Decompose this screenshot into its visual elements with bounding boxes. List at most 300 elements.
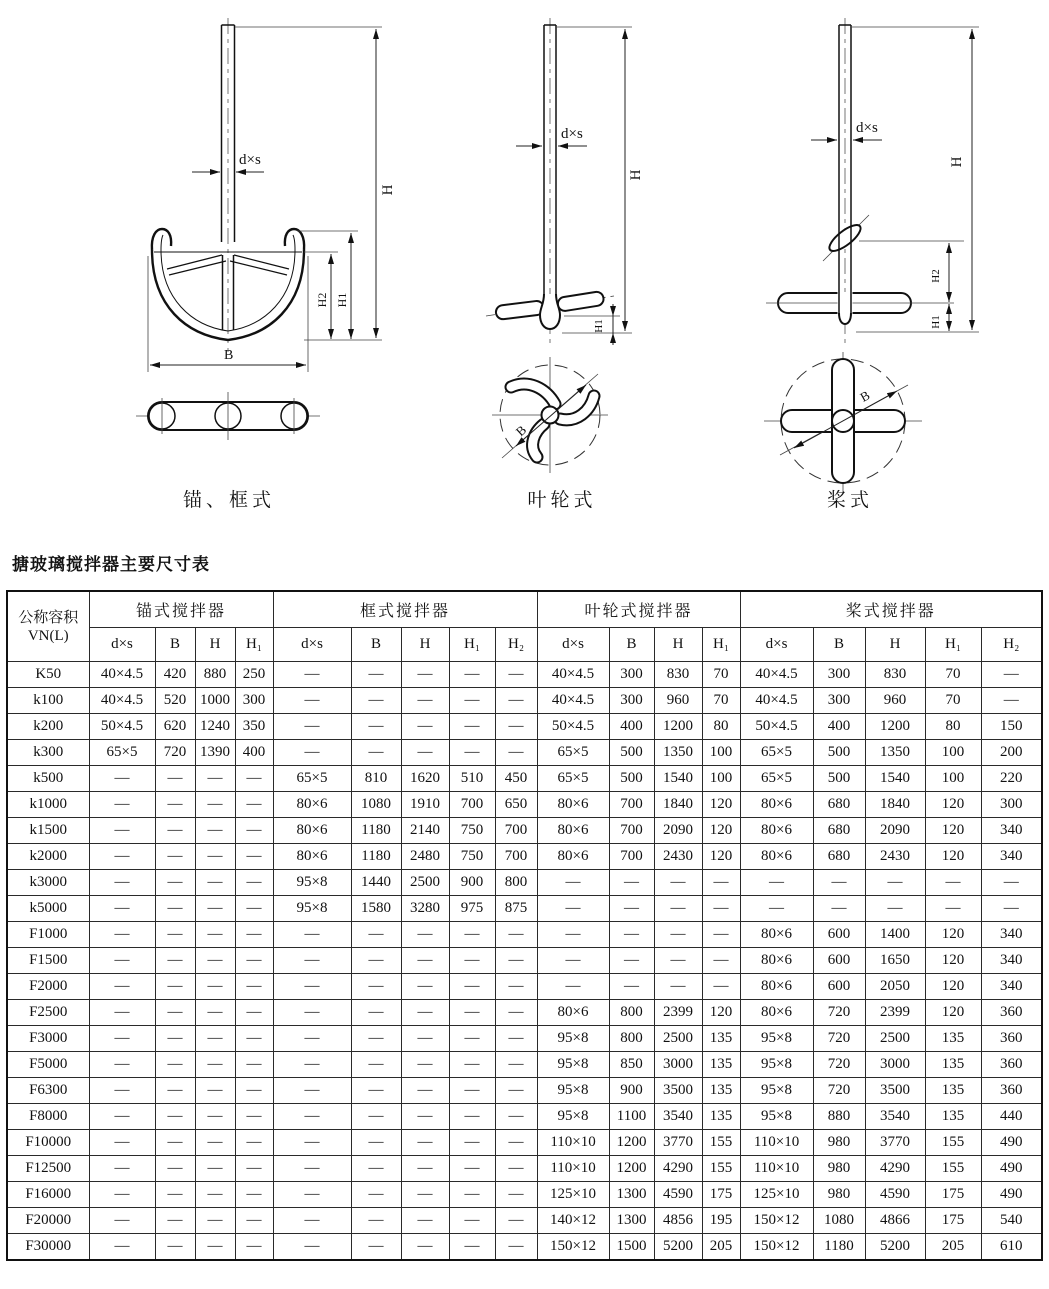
table-cell: 4290 bbox=[865, 1156, 925, 1182]
table-cell: — bbox=[925, 870, 981, 896]
table-cell: 135 bbox=[702, 1104, 740, 1130]
table-cell: — bbox=[654, 870, 702, 896]
table-cell: 880 bbox=[195, 662, 235, 688]
table-cell: — bbox=[235, 1130, 273, 1156]
table-cell: 510 bbox=[449, 766, 495, 792]
table-cell: — bbox=[89, 922, 155, 948]
table-cell: — bbox=[654, 948, 702, 974]
table-cell: — bbox=[495, 714, 537, 740]
table-cell: — bbox=[449, 1182, 495, 1208]
table-cell: 300 bbox=[813, 662, 865, 688]
b-label: B bbox=[224, 348, 234, 363]
column-header: H bbox=[195, 628, 235, 662]
table-cell: 700 bbox=[495, 844, 537, 870]
column-header: H₁ bbox=[449, 628, 495, 662]
table-cell: — bbox=[609, 974, 654, 1000]
table-cell: — bbox=[495, 1026, 537, 1052]
table-cell: 65×5 bbox=[273, 766, 351, 792]
table-cell: 1080 bbox=[351, 792, 401, 818]
table-cell: — bbox=[195, 1104, 235, 1130]
table-cell: 1200 bbox=[654, 714, 702, 740]
table-cell: — bbox=[273, 1234, 351, 1261]
table-cell: — bbox=[449, 1026, 495, 1052]
table-cell: 175 bbox=[702, 1182, 740, 1208]
table-cell: 650 bbox=[495, 792, 537, 818]
table-cell: 4290 bbox=[654, 1156, 702, 1182]
corner-line1: 公称容积 bbox=[18, 609, 79, 626]
table-cell: — bbox=[195, 896, 235, 922]
table-cell: — bbox=[235, 1078, 273, 1104]
table-cell: — bbox=[401, 1078, 449, 1104]
table-cell: 1180 bbox=[351, 818, 401, 844]
table-cell: 80×6 bbox=[740, 818, 813, 844]
table-cell: — bbox=[351, 1208, 401, 1234]
table-cell: 1650 bbox=[865, 948, 925, 974]
column-header: d×s bbox=[89, 628, 155, 662]
table-cell: 600 bbox=[813, 974, 865, 1000]
table-cell: — bbox=[449, 922, 495, 948]
table-cell: 420 bbox=[155, 662, 195, 688]
table-cell: 5200 bbox=[654, 1234, 702, 1261]
table-cell: — bbox=[195, 1156, 235, 1182]
table-title: 搪玻璃搅拌器主要尺寸表 bbox=[12, 555, 210, 574]
table-cell: — bbox=[654, 896, 702, 922]
table-row bbox=[7, 792, 1042, 818]
table-cell: — bbox=[449, 1000, 495, 1026]
dxs-label: d×s bbox=[561, 126, 583, 142]
table-cell: 1840 bbox=[865, 792, 925, 818]
table-cell: — bbox=[654, 974, 702, 1000]
table-cell: 360 bbox=[981, 1052, 1042, 1078]
table-cell: 110×10 bbox=[740, 1130, 813, 1156]
table-cell: — bbox=[449, 1208, 495, 1234]
table-cell: — bbox=[351, 1000, 401, 1026]
table-cell: 720 bbox=[813, 1052, 865, 1078]
row-label: F1000 bbox=[7, 922, 89, 948]
h1-dimension bbox=[297, 231, 358, 339]
table-cell: — bbox=[401, 1208, 449, 1234]
table-cell: — bbox=[155, 1208, 195, 1234]
table-cell: — bbox=[273, 1182, 351, 1208]
table-cell: 95×8 bbox=[273, 896, 351, 922]
table-cell: 810 bbox=[351, 766, 401, 792]
table-cell: — bbox=[155, 818, 195, 844]
table-cell: 600 bbox=[813, 948, 865, 974]
table-cell: — bbox=[155, 1078, 195, 1104]
table-cell: — bbox=[195, 1182, 235, 1208]
h-dimension bbox=[851, 27, 979, 332]
table-cell: — bbox=[235, 1234, 273, 1261]
impeller-top-view bbox=[492, 357, 608, 473]
table-cell: — bbox=[351, 1182, 401, 1208]
table-cell: — bbox=[495, 1156, 537, 1182]
table-cell: — bbox=[89, 1104, 155, 1130]
table-cell: 2480 bbox=[401, 844, 449, 870]
corner-header bbox=[7, 591, 89, 662]
table-cell: — bbox=[155, 1182, 195, 1208]
table-cell: 900 bbox=[609, 1078, 654, 1104]
table-cell: 50×4.5 bbox=[89, 714, 155, 740]
table-cell: 700 bbox=[449, 792, 495, 818]
table-cell: — bbox=[401, 1104, 449, 1130]
table-cell: — bbox=[654, 922, 702, 948]
column-header: H bbox=[865, 628, 925, 662]
table-cell: — bbox=[865, 896, 925, 922]
column-header: H₁ bbox=[702, 628, 740, 662]
table-cell: 150×12 bbox=[537, 1234, 609, 1261]
table-cell: 1350 bbox=[865, 740, 925, 766]
table-cell: 100 bbox=[925, 766, 981, 792]
table-cell: 1100 bbox=[609, 1104, 654, 1130]
table-cell: — bbox=[273, 1000, 351, 1026]
table-cell: — bbox=[813, 870, 865, 896]
shaft bbox=[222, 18, 235, 352]
table-cell: — bbox=[273, 1052, 351, 1078]
table-cell: 4856 bbox=[654, 1208, 702, 1234]
column-header: H₂ bbox=[981, 628, 1042, 662]
column-header: H bbox=[654, 628, 702, 662]
paddle-top-view bbox=[764, 352, 922, 492]
row-label: F16000 bbox=[7, 1182, 89, 1208]
table-cell: 300 bbox=[813, 688, 865, 714]
table-cell: 2500 bbox=[865, 1026, 925, 1052]
table-cell: — bbox=[401, 948, 449, 974]
row-label: F20000 bbox=[7, 1208, 89, 1234]
table-cell: — bbox=[981, 688, 1042, 714]
table-cell: — bbox=[155, 766, 195, 792]
table-cell: — bbox=[155, 974, 195, 1000]
dimensions-table-wrap bbox=[6, 590, 1043, 1261]
table-cell: — bbox=[537, 974, 609, 1000]
table-cell: 340 bbox=[981, 844, 1042, 870]
table-cell: 40×4.5 bbox=[537, 662, 609, 688]
table-cell: — bbox=[537, 870, 609, 896]
table-cell: — bbox=[155, 844, 195, 870]
table-cell: — bbox=[449, 1052, 495, 1078]
table-cell: 680 bbox=[813, 844, 865, 870]
h2-label: H2 bbox=[930, 269, 942, 283]
table-cell: — bbox=[155, 922, 195, 948]
table-cell: — bbox=[351, 922, 401, 948]
table-cell: — bbox=[273, 1104, 351, 1130]
table-cell: 880 bbox=[813, 1104, 865, 1130]
table-cell: 350 bbox=[235, 714, 273, 740]
table-cell: — bbox=[351, 1104, 401, 1130]
table-cell: 300 bbox=[609, 688, 654, 714]
table-cell: 1000 bbox=[195, 688, 235, 714]
table-cell: 95×8 bbox=[273, 870, 351, 896]
table-cell: 3540 bbox=[654, 1104, 702, 1130]
table-cell: — bbox=[235, 844, 273, 870]
table-cell: 195 bbox=[702, 1208, 740, 1234]
table-row bbox=[7, 714, 1042, 740]
table-cell: 40×4.5 bbox=[537, 688, 609, 714]
table-cell: 1540 bbox=[654, 766, 702, 792]
table-cell: — bbox=[89, 1156, 155, 1182]
table-cell: — bbox=[537, 896, 609, 922]
table-row bbox=[7, 1026, 1042, 1052]
table-cell: 980 bbox=[813, 1130, 865, 1156]
table-cell: — bbox=[813, 896, 865, 922]
impeller-diagram bbox=[440, 0, 710, 520]
table-row bbox=[7, 870, 1042, 896]
table-cell: 205 bbox=[702, 1234, 740, 1261]
row-label: k3000 bbox=[7, 870, 89, 896]
table-cell: 80 bbox=[925, 714, 981, 740]
table-row bbox=[7, 948, 1042, 974]
row-label: F30000 bbox=[7, 1234, 89, 1261]
table-cell: 700 bbox=[609, 792, 654, 818]
table-cell: 95×8 bbox=[537, 1052, 609, 1078]
table-cell: 3500 bbox=[654, 1078, 702, 1104]
table-cell: 65×5 bbox=[89, 740, 155, 766]
table-cell: — bbox=[351, 714, 401, 740]
table-cell: 135 bbox=[702, 1026, 740, 1052]
table-cell: 875 bbox=[495, 896, 537, 922]
table-cell: 800 bbox=[609, 1000, 654, 1026]
table-row bbox=[7, 766, 1042, 792]
table-cell: 980 bbox=[813, 1156, 865, 1182]
table-cell: 40×4.5 bbox=[740, 688, 813, 714]
table-cell: 120 bbox=[925, 1000, 981, 1026]
table-cell: — bbox=[155, 1052, 195, 1078]
table-cell: — bbox=[925, 896, 981, 922]
table-row bbox=[7, 662, 1042, 688]
table-cell: — bbox=[401, 1182, 449, 1208]
table-cell: 120 bbox=[925, 844, 981, 870]
table-cell: — bbox=[235, 818, 273, 844]
dxs-label: d×s bbox=[856, 120, 878, 136]
row-label: k100 bbox=[7, 688, 89, 714]
table-cell: 900 bbox=[449, 870, 495, 896]
table-cell: — bbox=[235, 1000, 273, 1026]
table-cell: — bbox=[235, 1026, 273, 1052]
table-cell: — bbox=[351, 1234, 401, 1261]
table-cell: 1620 bbox=[401, 766, 449, 792]
table-cell: — bbox=[401, 662, 449, 688]
table-cell: — bbox=[235, 870, 273, 896]
table-cell: — bbox=[195, 1234, 235, 1261]
table-cell: 1200 bbox=[865, 714, 925, 740]
table-cell: 340 bbox=[981, 922, 1042, 948]
table-cell: — bbox=[195, 1208, 235, 1234]
table-cell: 220 bbox=[981, 766, 1042, 792]
table-cell: 40×4.5 bbox=[89, 662, 155, 688]
table-cell: — bbox=[702, 948, 740, 974]
table-cell: 1350 bbox=[654, 740, 702, 766]
table-cell: 800 bbox=[609, 1026, 654, 1052]
row-label: K50 bbox=[7, 662, 89, 688]
table-cell: — bbox=[702, 922, 740, 948]
table-cell: — bbox=[351, 662, 401, 688]
column-header: B bbox=[155, 628, 195, 662]
table-cell: — bbox=[609, 896, 654, 922]
table-cell: 205 bbox=[925, 1234, 981, 1261]
table-cell: 1400 bbox=[865, 922, 925, 948]
row-label: F12500 bbox=[7, 1156, 89, 1182]
row-label: F2000 bbox=[7, 974, 89, 1000]
table-cell: 65×5 bbox=[740, 766, 813, 792]
row-label: k200 bbox=[7, 714, 89, 740]
table-row bbox=[7, 688, 1042, 714]
table-cell: 70 bbox=[925, 688, 981, 714]
row-label: k1500 bbox=[7, 818, 89, 844]
table-cell: 1200 bbox=[609, 1156, 654, 1182]
table-cell: — bbox=[235, 974, 273, 1000]
table-cell: — bbox=[401, 740, 449, 766]
table-cell: — bbox=[495, 1078, 537, 1104]
table-cell: — bbox=[495, 1234, 537, 1261]
table-cell: 4866 bbox=[865, 1208, 925, 1234]
table-cell: 500 bbox=[609, 766, 654, 792]
table-cell: 340 bbox=[981, 818, 1042, 844]
table-cell: 80×6 bbox=[537, 1000, 609, 1026]
table-cell: — bbox=[495, 1130, 537, 1156]
table-cell: 1910 bbox=[401, 792, 449, 818]
table-cell: — bbox=[609, 948, 654, 974]
table-cell: 700 bbox=[495, 818, 537, 844]
table-cell: 120 bbox=[702, 818, 740, 844]
paddle-caption: 桨式 bbox=[826, 490, 874, 511]
table-cell: — bbox=[89, 870, 155, 896]
table-cell: 2090 bbox=[865, 818, 925, 844]
table-cell: 720 bbox=[155, 740, 195, 766]
table-cell: 360 bbox=[981, 1078, 1042, 1104]
table-cell: 4590 bbox=[654, 1182, 702, 1208]
table-cell: — bbox=[273, 1156, 351, 1182]
table-cell: 1240 bbox=[195, 714, 235, 740]
table-row bbox=[7, 896, 1042, 922]
table-cell: 110×10 bbox=[537, 1130, 609, 1156]
table-cell: — bbox=[449, 974, 495, 1000]
table-cell: — bbox=[89, 1182, 155, 1208]
table-row bbox=[7, 1078, 1042, 1104]
table-cell: — bbox=[195, 1026, 235, 1052]
table-cell: 80×6 bbox=[537, 792, 609, 818]
row-label: k2000 bbox=[7, 844, 89, 870]
table-cell: 80×6 bbox=[740, 922, 813, 948]
table-cell: — bbox=[89, 766, 155, 792]
table-cell: 2430 bbox=[654, 844, 702, 870]
h1-dimension bbox=[930, 304, 949, 331]
table-cell: 680 bbox=[813, 792, 865, 818]
b-label: B bbox=[857, 387, 873, 405]
table-cell: — bbox=[89, 974, 155, 1000]
table-cell: 620 bbox=[155, 714, 195, 740]
table-cell: — bbox=[155, 1234, 195, 1261]
table-cell: 80×6 bbox=[273, 818, 351, 844]
table-cell: — bbox=[449, 1078, 495, 1104]
table-cell: — bbox=[351, 974, 401, 1000]
table-cell: — bbox=[235, 896, 273, 922]
table-cell: — bbox=[89, 1130, 155, 1156]
table-cell: — bbox=[351, 1026, 401, 1052]
table-cell: 95×8 bbox=[537, 1026, 609, 1052]
table-cell: — bbox=[89, 792, 155, 818]
table-cell: — bbox=[155, 1104, 195, 1130]
table-cell: 4590 bbox=[865, 1182, 925, 1208]
column-header: d×s bbox=[273, 628, 351, 662]
table-cell: 1180 bbox=[813, 1234, 865, 1261]
table-cell: 1080 bbox=[813, 1208, 865, 1234]
h2-dimension bbox=[304, 252, 338, 339]
column-header: B bbox=[813, 628, 865, 662]
table-cell: — bbox=[449, 662, 495, 688]
table-cell: 100 bbox=[925, 740, 981, 766]
column-header: B bbox=[609, 628, 654, 662]
table-cell: 135 bbox=[702, 1052, 740, 1078]
column-header: d×s bbox=[740, 628, 813, 662]
table-cell: 120 bbox=[925, 974, 981, 1000]
table-cell: — bbox=[537, 922, 609, 948]
h1-label: H1 bbox=[335, 292, 349, 308]
table-cell: — bbox=[351, 948, 401, 974]
table-cell: 440 bbox=[981, 1104, 1042, 1130]
table-cell: — bbox=[89, 1078, 155, 1104]
table-cell: 400 bbox=[609, 714, 654, 740]
table-cell: — bbox=[865, 870, 925, 896]
table-cell: 135 bbox=[925, 1026, 981, 1052]
table-cell: — bbox=[155, 870, 195, 896]
table-cell: — bbox=[537, 948, 609, 974]
column-header: H bbox=[401, 628, 449, 662]
table-cell: 800 bbox=[495, 870, 537, 896]
table-cell: 95×8 bbox=[740, 1052, 813, 1078]
table-cell: — bbox=[609, 870, 654, 896]
table-row bbox=[7, 818, 1042, 844]
table-cell: — bbox=[195, 792, 235, 818]
table-cell: — bbox=[401, 688, 449, 714]
table-cell: 5200 bbox=[865, 1234, 925, 1261]
b-label: B bbox=[512, 422, 530, 440]
table-cell: — bbox=[740, 870, 813, 896]
table-cell: — bbox=[740, 896, 813, 922]
table-cell: — bbox=[401, 1234, 449, 1261]
h1-label: H1 bbox=[593, 319, 605, 333]
table-cell: — bbox=[273, 948, 351, 974]
table-cell: 1500 bbox=[609, 1234, 654, 1261]
table-cell: 80×6 bbox=[740, 1000, 813, 1026]
table-cell: 600 bbox=[813, 922, 865, 948]
table-cell: 700 bbox=[609, 818, 654, 844]
table-cell: 3000 bbox=[865, 1052, 925, 1078]
table-cell: — bbox=[235, 922, 273, 948]
table-cell: 155 bbox=[702, 1156, 740, 1182]
table-cell: — bbox=[351, 688, 401, 714]
table-cell: 490 bbox=[981, 1182, 1042, 1208]
table-cell: — bbox=[89, 1052, 155, 1078]
row-label: k1000 bbox=[7, 792, 89, 818]
table-cell: — bbox=[981, 662, 1042, 688]
table-cell: 1200 bbox=[609, 1130, 654, 1156]
table-cell: — bbox=[495, 662, 537, 688]
table-cell: 3000 bbox=[654, 1052, 702, 1078]
group-header: 框式搅拌器 bbox=[273, 591, 537, 628]
table-cell: 500 bbox=[813, 740, 865, 766]
table-cell: — bbox=[155, 1130, 195, 1156]
table-cell: 700 bbox=[609, 844, 654, 870]
table-cell: 135 bbox=[925, 1052, 981, 1078]
table-cell: 80×6 bbox=[740, 948, 813, 974]
table-cell: — bbox=[981, 896, 1042, 922]
group-header: 桨式搅拌器 bbox=[740, 591, 1042, 628]
table-row bbox=[7, 1208, 1042, 1234]
table-cell: 830 bbox=[654, 662, 702, 688]
table-cell: 300 bbox=[981, 792, 1042, 818]
table-cell: 175 bbox=[925, 1182, 981, 1208]
table-cell: — bbox=[495, 1182, 537, 1208]
table-cell: — bbox=[449, 1156, 495, 1182]
